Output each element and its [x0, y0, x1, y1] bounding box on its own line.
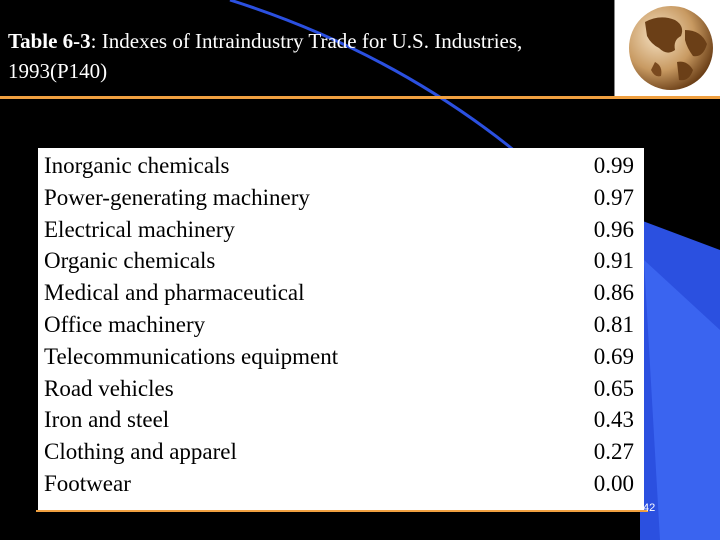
industry-name: Medical and pharmaceutical: [44, 280, 305, 306]
table-row: [42, 468, 640, 500]
slide-title: [8, 26, 608, 86]
index-value: 0.99: [593, 153, 634, 178]
title-divider: [0, 96, 720, 99]
industry-name: Organic chemicals: [44, 248, 216, 274]
industry-name: Telecommunications equipment: [44, 343, 339, 369]
industry-name: Footwear: [44, 471, 131, 496]
table-row: [42, 404, 640, 436]
table-row: [42, 245, 640, 277]
index-value: 0.97: [593, 184, 634, 210]
table-row: [42, 373, 640, 405]
page-number: 42: [643, 502, 656, 514]
index-value: 0.86: [593, 280, 634, 306]
title-text: : Indexes of Intraindustry Trade for U.S. Industries, 1993(P140): [8, 29, 523, 83]
table-row: [42, 150, 640, 182]
index-value: 0.65: [593, 375, 634, 401]
industry-name: Iron and steel: [44, 407, 170, 433]
index-value: 0.00: [593, 471, 634, 496]
industry-name: Inorganic chemicals: [44, 153, 230, 178]
industry-name: Clothing and apparel: [44, 439, 237, 465]
industry-name: Power-generating machinery: [44, 184, 310, 210]
index-value: 0.43: [593, 407, 634, 433]
title-table-number: Table 6-3: [8, 29, 91, 53]
footer-divider: [36, 510, 648, 512]
trade-index-table: [38, 148, 644, 510]
index-value: 0.91: [593, 248, 634, 274]
table-body: [42, 150, 640, 496]
table-row: [42, 341, 640, 373]
table-row: [42, 214, 640, 246]
industry-name: Road vehicles: [44, 375, 174, 401]
globe-logo: [614, 0, 720, 96]
index-value: 0.96: [593, 216, 634, 242]
industry-name: Electrical machinery: [44, 216, 235, 242]
index-value: 0.27: [593, 439, 634, 465]
table-row: [42, 436, 640, 468]
table-row: [42, 182, 640, 214]
index-value: 0.81: [593, 312, 634, 337]
index-value: 0.69: [593, 343, 634, 369]
industry-name: Office machinery: [44, 312, 206, 337]
globe-icon: [615, 0, 720, 96]
table-row: [42, 309, 640, 341]
table-row: [42, 277, 640, 309]
